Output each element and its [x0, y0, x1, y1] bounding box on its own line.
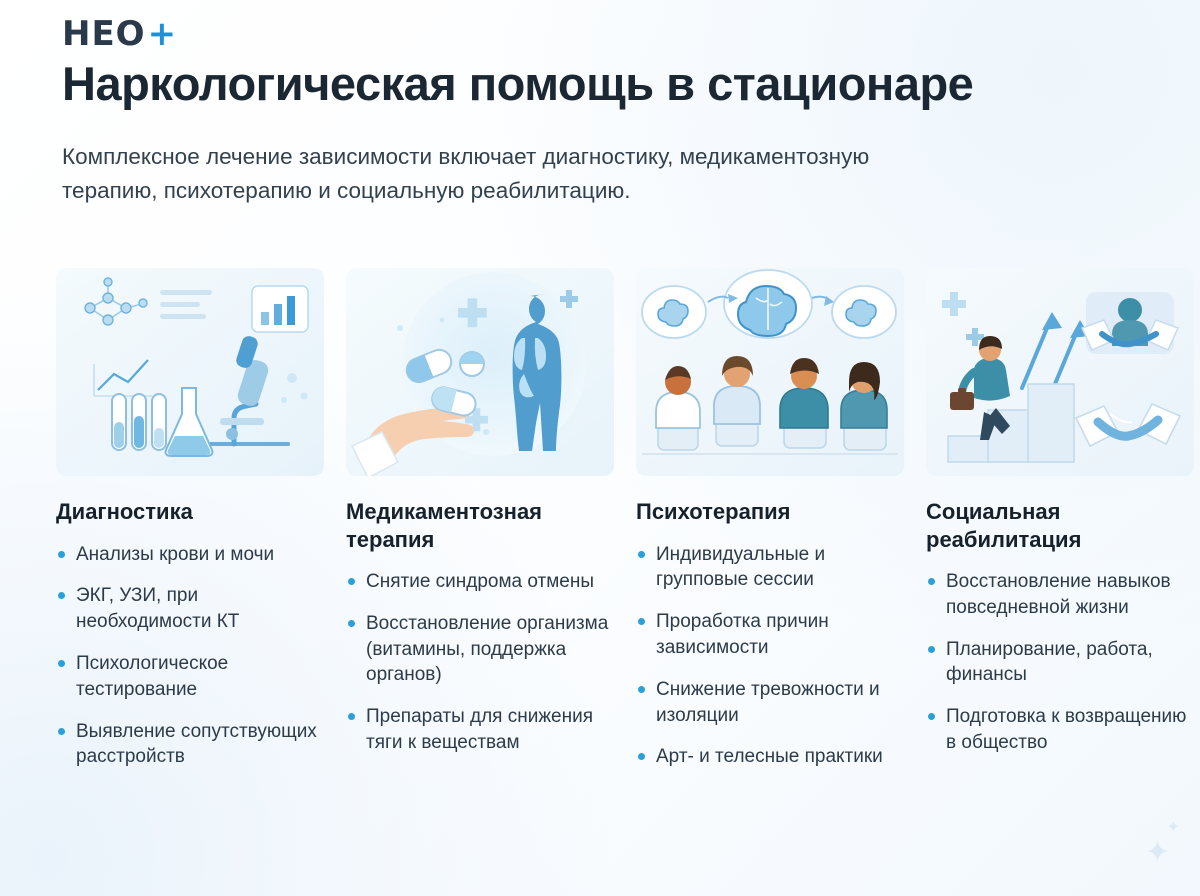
- column-title: Медикаментозная терапия: [346, 499, 543, 552]
- column-title: Психотерапия: [636, 499, 791, 524]
- brand-name: HEO: [62, 14, 146, 54]
- page-title: Наркологическая помощь в стационаре: [62, 57, 974, 110]
- list-item: Арт- и телесные практики: [636, 744, 904, 770]
- column-points: [926, 569, 1194, 756]
- column-points: [346, 569, 614, 756]
- career-stairs-handshake-icon: [926, 268, 1194, 476]
- list-item: ЭКГ, УЗИ, при необходимости КТ: [56, 583, 324, 635]
- group-therapy-brain-icon: [636, 268, 904, 476]
- column-social-rehab: [926, 268, 1194, 786]
- list-item: Снижение тревожности и изоляции: [636, 677, 904, 729]
- column-title: Социальная реабилитация: [926, 499, 1082, 552]
- list-item: Проработка причин зависимости: [636, 609, 904, 661]
- list-item: Психологическое тестирование: [56, 651, 324, 703]
- column-diagnostics: [56, 268, 324, 786]
- microscope-lab-icon: [56, 268, 324, 476]
- brand-plus-icon: +: [147, 14, 177, 54]
- page-subtitle: Комплексное лечение зависимости включает диагностику, медикаментозную терапию, психотерапию и социальную реабилитацию.: [62, 144, 870, 204]
- list-item: Восстановление организма (витамины, поддержка органов): [346, 611, 614, 688]
- list-item: Индивидуальные и групповые сессии: [636, 542, 904, 594]
- brand-logo: [62, 16, 176, 52]
- column-points: [56, 542, 324, 771]
- column-title: Диагностика: [56, 499, 193, 524]
- sparkle-decor-large: ✦: [1144, 836, 1170, 869]
- list-item: Подготовка к возвращению в общество: [926, 704, 1194, 756]
- hand-pills-body-icon: [346, 268, 614, 476]
- list-item: Планирование, работа, финансы: [926, 637, 1194, 689]
- list-item: Выявление сопутствующих расстройств: [56, 719, 324, 771]
- list-item: Снятие синдрома отмены: [346, 569, 614, 595]
- column-psychotherapy: [636, 268, 904, 786]
- columns-container: [56, 268, 1187, 786]
- column-points: [636, 542, 904, 771]
- sparkle-decor-small: ✦: [1166, 819, 1180, 836]
- list-item: Анализы крови и мочи: [56, 542, 324, 568]
- list-item: Восстановление навыков повседневной жизни: [926, 569, 1194, 621]
- column-medication: [346, 268, 614, 786]
- list-item: Препараты для снижения тяги к веществам: [346, 704, 614, 756]
